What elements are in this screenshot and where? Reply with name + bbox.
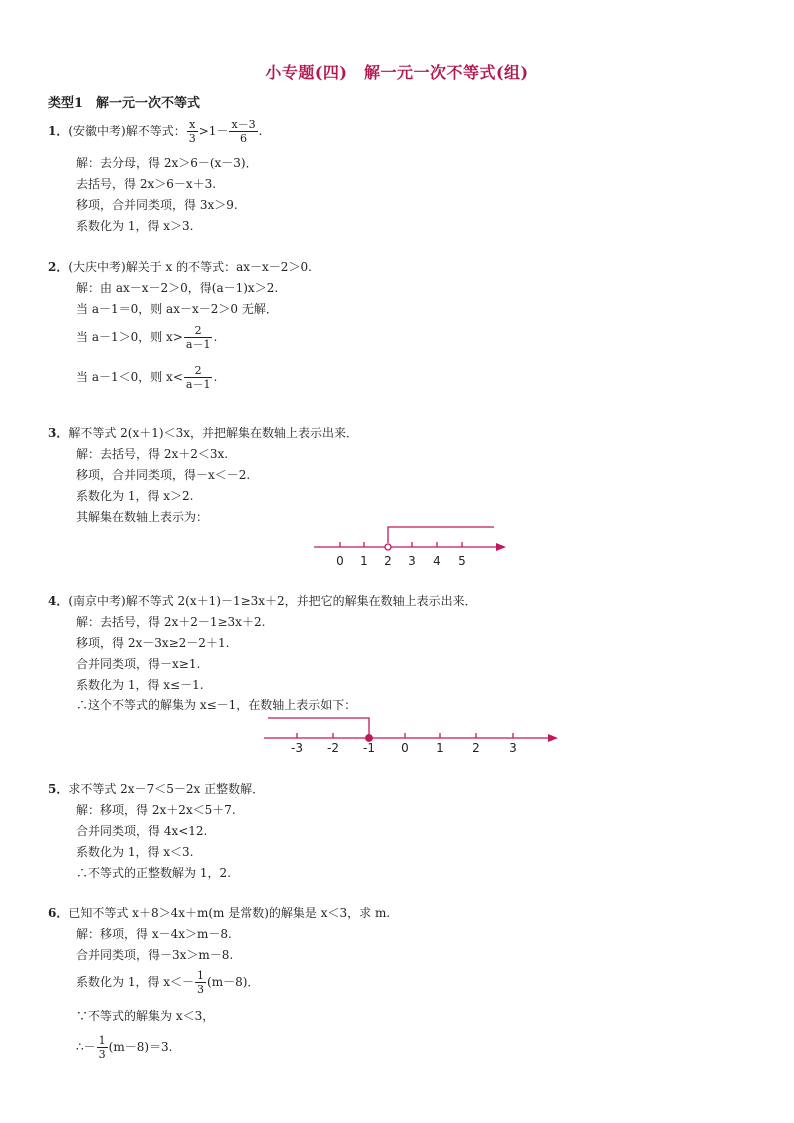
number-line-1: [314, 527, 506, 551]
tick-label: 2: [472, 741, 480, 755]
solution-line: 其解集在数轴上表示为：: [76, 510, 209, 524]
solution-line: 合并同类项，得 4x<12.: [76, 824, 208, 838]
solution-line: ∵不等式的解集为 x＜3，: [76, 1009, 215, 1023]
solution-line: ∴这个不等式的解集为 x≤－1，在数轴上表示如下：: [76, 698, 357, 712]
solution-line: 系数化为 1，得 x＞2.: [76, 489, 194, 503]
open-point: [385, 544, 391, 550]
solution-line: 移项，合并同类项，得 3x＞9.: [76, 198, 238, 212]
section-heading: 类型1 解一元一次不等式: [48, 96, 201, 111]
solution-line: 系数化为 1，得 x＜－ $\frac{1}{3}$ (m－8)．: [76, 969, 260, 996]
fraction: $\frac{1}{3}$: [197, 969, 205, 996]
solution-line: 当 a－1＜0，则 x< $\frac{2}{a-1}$ .: [76, 364, 218, 391]
solution-bracket: [388, 527, 494, 543]
solution-line: 当 a－1＝0，则 ax－x－2＞0 无解．: [76, 302, 278, 316]
solution-line: 系数化为 1，得 x＜3.: [76, 845, 194, 859]
solution-line: 去括号，得 2x＞6－x＋3.: [76, 177, 217, 191]
solution-line: 解：去括号，得 2x＋2＜3x.: [76, 447, 229, 461]
tick-label: 3: [408, 554, 416, 568]
axis-arrow-icon: [496, 543, 506, 551]
solution-bracket: [268, 718, 369, 734]
solution-line: 解：由 ax－x－2＞0，得(a－1)x＞2.: [76, 281, 279, 295]
tick-label: -2: [327, 741, 339, 755]
problem-5-question: 5．求不等式 2x－7＜5－2x 正整数解．: [48, 782, 265, 796]
tick-label: 3: [509, 741, 517, 755]
tick-label: 0: [336, 554, 344, 568]
solution-line: 系数化为 1，得 x＞3.: [76, 219, 194, 233]
axis-arrow-icon: [548, 734, 558, 742]
solution-line: 解：移项，得 x－4x＞m－8.: [76, 927, 232, 941]
solution-line: 合并同类项，得－3x＞m－8.: [76, 948, 234, 962]
solution-line: 系数化为 1，得 x≤－1.: [76, 678, 204, 692]
problem-2-question: 2．(大庆中考)解关于 x 的不等式：ax－x－2＞0.: [48, 260, 312, 274]
problem-1-question: 1．(安徽中考)解不等式： $\frac{x}{3}$ >1－ $\frac{x-3}{6}$ .: [48, 118, 263, 145]
solution-line: ∴不等式的正整数解为 1，2.: [76, 866, 231, 880]
solution-line: 解：去分母，得 2x＞6－(x－3)．: [76, 156, 258, 170]
fraction: $\frac{2}{a-1}$: [185, 364, 211, 391]
fraction: $\frac{1}{3}$: [98, 1034, 106, 1061]
tick-label: -3: [291, 741, 303, 755]
problem-3-question: 3．解不等式 2(x＋1)＜3x，并把解集在数轴上表示出来．: [48, 426, 358, 440]
number-line-2: [264, 718, 558, 742]
problem-6-question: 6．已知不等式 x＋8＞4x＋m(m 是常数)的解集是 x＜3，求 m.: [48, 906, 391, 920]
solution-line: 移项，得 2x－3x≥2－2＋1.: [76, 636, 230, 650]
solution-line: 解：去括号，得 2x＋2－1≥3x＋2.: [76, 615, 266, 629]
fraction: $\frac{x}{3}$: [188, 118, 196, 145]
fraction: $\frac{x-3}{6}$: [231, 118, 256, 145]
tick-label: -1: [363, 741, 375, 755]
tick-label: 5: [458, 554, 466, 568]
solution-line: ∴－ $\frac{1}{3}$ (m－8)＝3.: [76, 1034, 173, 1061]
page-title: 小专题(四) 解一元一次不等式(组): [265, 63, 529, 82]
tick-label: 2: [384, 554, 392, 568]
solution-line: 移项，合并同类项，得－x＜－2.: [76, 468, 251, 482]
fraction: $\frac{2}{a-1}$: [185, 324, 211, 351]
tick-label: 1: [436, 741, 444, 755]
tick-label: 0: [401, 741, 409, 755]
tick-label: 4: [433, 554, 441, 568]
solution-line: 合并同类项，得－x≥1.: [76, 657, 201, 671]
problem-4-question: 4．(南京中考)解不等式 2(x＋1)－1≥3x＋2，并把它的解集在数轴上表示出来．: [48, 594, 477, 608]
tick-label: 1: [360, 554, 368, 568]
solution-line: 解：移项，得 2x＋2x＜5＋7.: [76, 803, 236, 817]
solution-line: 当 a－1＞0，则 x> $\frac{2}{a-1}$ .: [76, 324, 218, 351]
